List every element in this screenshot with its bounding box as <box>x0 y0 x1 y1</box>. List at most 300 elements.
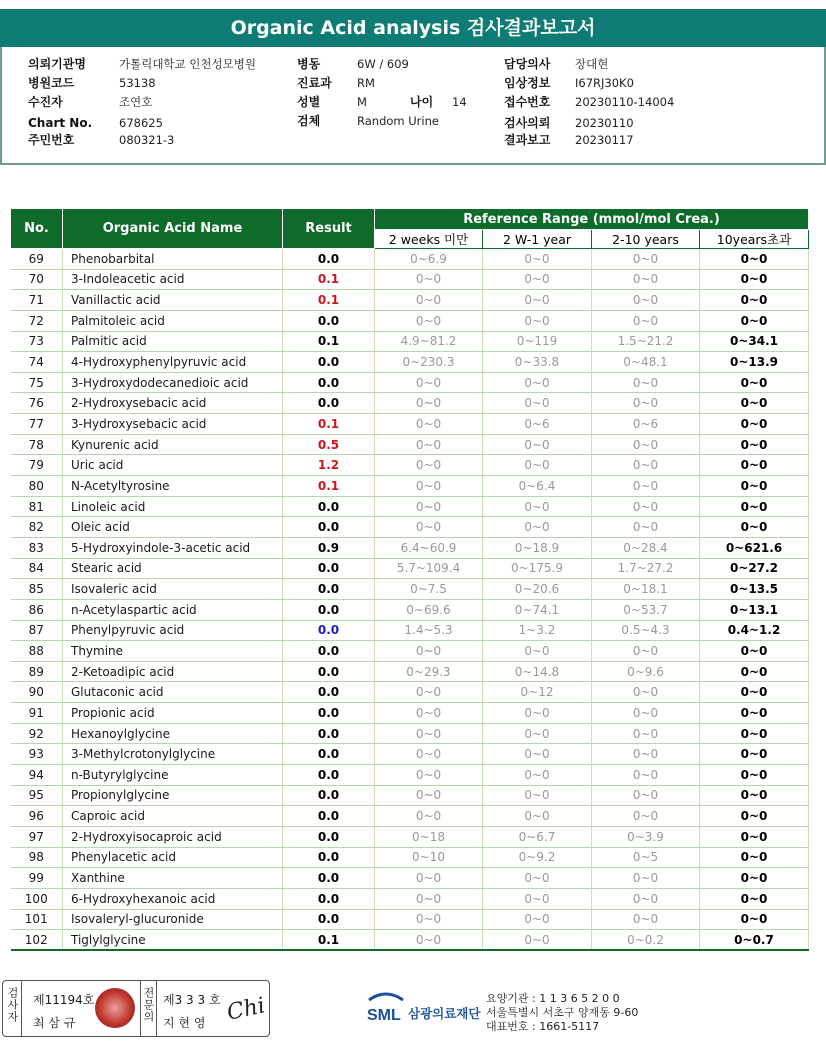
cell-ref-2weeks: 0~0 <box>375 806 483 827</box>
cell-ref-2w-1y: 0~33.8 <box>483 352 592 373</box>
divider <box>140 981 141 1036</box>
table-row <box>11 517 809 538</box>
organization-name: 삼광의료재단 <box>408 1006 481 1021</box>
cell-ref-2w-1y: 0~0 <box>483 393 592 414</box>
cell-ref-10y-plus: 0~0 <box>700 868 809 889</box>
cell-ref-2weeks: 0~18 <box>375 826 483 847</box>
cell-ref-10y-plus: 0~0 <box>700 372 809 393</box>
cell-ref-2weeks: 0~0 <box>375 290 483 311</box>
clinical-info-value: I67RJ30K0 <box>575 76 634 90</box>
table-row <box>11 806 809 827</box>
cell-ref-2w-1y: 0~175.9 <box>483 558 592 579</box>
cell-acid-name: Isovaleryl-glucuronide <box>63 909 283 930</box>
cell-ref-10y-plus: 0~0 <box>700 888 809 909</box>
cell-result: 0.0 <box>283 765 375 786</box>
cell-ref-2w-1y: 0~0 <box>483 249 592 270</box>
cell-acid-name: 5-Hydroxyindole-3-acetic acid <box>63 537 283 558</box>
cell-no: 95 <box>11 785 63 806</box>
cell-ref-2-10y: 0~0 <box>592 682 700 703</box>
cell-ref-2weeks: 1.4~5.3 <box>375 620 483 641</box>
cell-ref-2weeks: 0~29.3 <box>375 661 483 682</box>
cell-result: 0.0 <box>283 868 375 889</box>
cell-ref-2weeks: 5.7~109.4 <box>375 558 483 579</box>
cell-ref-2w-1y: 0~0 <box>483 496 592 517</box>
results-table-body <box>11 249 809 951</box>
cell-no: 99 <box>11 868 63 889</box>
cell-ref-10y-plus: 0~0 <box>700 723 809 744</box>
col-header-reference-range: Reference Range (mmol/mol Crea.) <box>375 209 809 230</box>
cell-ref-2weeks: 0~0 <box>375 909 483 930</box>
table-row <box>11 414 809 435</box>
cell-no: 80 <box>11 476 63 497</box>
divider <box>156 981 157 1036</box>
cell-result: 0.0 <box>283 517 375 538</box>
cell-result: 0.5 <box>283 434 375 455</box>
ward-label: 병동 <box>297 57 321 71</box>
cell-ref-2w-1y: 0~0 <box>483 723 592 744</box>
cell-ref-2-10y: 0~0 <box>592 723 700 744</box>
cell-ref-10y-plus: 0~0 <box>700 682 809 703</box>
cell-result: 0.0 <box>283 249 375 270</box>
cell-ref-2w-1y: 0~0 <box>483 888 592 909</box>
cell-ref-2-10y: 0~0 <box>592 393 700 414</box>
cell-ref-2weeks: 0~69.6 <box>375 599 483 620</box>
cell-acid-name: Linoleic acid <box>63 496 283 517</box>
cell-ref-2-10y: 0~6 <box>592 414 700 435</box>
table-row <box>11 496 809 517</box>
cell-result: 0.0 <box>283 496 375 517</box>
cell-no: 78 <box>11 434 63 455</box>
cell-result: 0.1 <box>283 476 375 497</box>
table-row <box>11 310 809 331</box>
cell-ref-10y-plus: 0~0 <box>700 661 809 682</box>
specimen-value: Random Urine <box>357 114 439 128</box>
table-row <box>11 537 809 558</box>
cell-result: 0.0 <box>283 888 375 909</box>
cell-ref-2-10y: 0~28.4 <box>592 537 700 558</box>
cell-ref-2-10y: 1.5~21.2 <box>592 331 700 352</box>
examiner-number: 제11194호 <box>33 993 95 1007</box>
sml-logo-icon <box>366 990 406 1034</box>
cell-ref-2weeks: 0~0 <box>375 703 483 724</box>
table-row <box>11 476 809 497</box>
table-row <box>11 826 809 847</box>
cell-no: 85 <box>11 579 63 600</box>
cell-ref-2weeks: 0~0 <box>375 496 483 517</box>
cell-ref-10y-plus: 0.4~1.2 <box>700 620 809 641</box>
cell-ref-10y-plus: 0~0 <box>700 826 809 847</box>
cell-ref-10y-plus: 0~0 <box>700 310 809 331</box>
cell-ref-2weeks: 0~230.3 <box>375 352 483 373</box>
cell-acid-name: Palmitoleic acid <box>63 310 283 331</box>
col-header-ref-2-10y: 2-10 years <box>592 230 700 249</box>
cell-acid-name: 2-Hydroxysebacic acid <box>63 393 283 414</box>
table-row <box>11 434 809 455</box>
cell-ref-2-10y: 0~0 <box>592 476 700 497</box>
cell-result: 0.9 <box>283 537 375 558</box>
cell-ref-2w-1y: 0~0 <box>483 785 592 806</box>
official-seal-icon <box>95 988 135 1028</box>
report-title: Organic Acid analysis 검사결과보고서 <box>0 9 826 47</box>
col-header-result: Result <box>283 209 375 249</box>
cell-no: 71 <box>11 290 63 311</box>
cell-ref-2-10y: 0.5~4.3 <box>592 620 700 641</box>
cell-ref-2w-1y: 0~0 <box>483 868 592 889</box>
cell-no: 101 <box>11 909 63 930</box>
cell-ref-2-10y: 0~0 <box>592 785 700 806</box>
cell-ref-2w-1y: 0~14.8 <box>483 661 592 682</box>
cell-ref-2-10y: 0~0 <box>592 517 700 538</box>
cell-ref-2w-1y: 0~6.4 <box>483 476 592 497</box>
examiner-name: 최 삼 규 <box>33 1016 76 1030</box>
cell-ref-2weeks: 0~0 <box>375 744 483 765</box>
cell-ref-2weeks: 0~0 <box>375 393 483 414</box>
cell-result: 0.0 <box>283 744 375 765</box>
cell-ref-2w-1y: 0~0 <box>483 310 592 331</box>
requesting-institution-label: 의뢰기관명 <box>28 57 86 71</box>
cell-ref-2weeks: 0~0 <box>375 888 483 909</box>
cell-ref-2w-1y: 0~0 <box>483 372 592 393</box>
cell-ref-2w-1y: 0~6.7 <box>483 826 592 847</box>
cell-acid-name: Thymine <box>63 641 283 662</box>
cell-ref-10y-plus: 0~0 <box>700 703 809 724</box>
cell-acid-name: 3-Hydroxysebacic acid <box>63 414 283 435</box>
receipt-no-label: 접수번호 <box>504 95 551 109</box>
cell-ref-2weeks: 0~0 <box>375 868 483 889</box>
table-row <box>11 249 809 270</box>
table-row <box>11 599 809 620</box>
cell-ref-2w-1y: 0~18.9 <box>483 537 592 558</box>
col-header-name: Organic Acid Name <box>63 209 283 249</box>
cell-ref-10y-plus: 0~27.2 <box>700 558 809 579</box>
cell-ref-2w-1y: 0~0 <box>483 290 592 311</box>
cell-no: 93 <box>11 744 63 765</box>
cell-ref-2w-1y: 0~0 <box>483 930 592 951</box>
cell-result: 1.2 <box>283 455 375 476</box>
cell-ref-2-10y: 0~0 <box>592 249 700 270</box>
table-row <box>11 723 809 744</box>
doctor-value: 장대현 <box>575 57 609 71</box>
cell-ref-2-10y: 0~0 <box>592 496 700 517</box>
table-row <box>11 661 809 682</box>
cell-ref-2weeks: 0~0 <box>375 785 483 806</box>
results-table <box>10 208 809 951</box>
col-header-ref-10y-plus: 10years초과 <box>700 230 809 249</box>
cell-result: 0.0 <box>283 641 375 662</box>
cell-no: 97 <box>11 826 63 847</box>
cell-ref-2w-1y: 0~6 <box>483 414 592 435</box>
organization-address: 서울특별시 서초구 양재동 9-60 <box>486 1006 639 1019</box>
cell-acid-name: N-Acetyltyrosine <box>63 476 283 497</box>
cell-ref-2-10y: 0~0 <box>592 455 700 476</box>
table-row <box>11 352 809 373</box>
cell-acid-name: Kynurenic acid <box>63 434 283 455</box>
requesting-institution-value: 가톨릭대학교 인천성모병원 <box>119 57 256 71</box>
age-label: 나이 <box>410 95 434 109</box>
col-header-ref-2weeks: 2 weeks 미만 <box>375 230 483 249</box>
cell-ref-2w-1y: 0~0 <box>483 455 592 476</box>
cell-ref-2w-1y: 0~0 <box>483 703 592 724</box>
table-row <box>11 744 809 765</box>
cell-ref-2w-1y: 0~74.1 <box>483 599 592 620</box>
cell-ref-2-10y: 0~0 <box>592 806 700 827</box>
cell-ref-10y-plus: 0~0 <box>700 517 809 538</box>
cell-acid-name: Phenylpyruvic acid <box>63 620 283 641</box>
cell-ref-2weeks: 0~0 <box>375 372 483 393</box>
cell-result: 0.1 <box>283 331 375 352</box>
cell-result: 0.0 <box>283 785 375 806</box>
cell-ref-2weeks: 0~0 <box>375 723 483 744</box>
cell-ref-2-10y: 0~0 <box>592 310 700 331</box>
sml-logo-text: SML <box>367 1007 401 1024</box>
cell-ref-2w-1y: 1~3.2 <box>483 620 592 641</box>
cell-ref-2w-1y: 0~0 <box>483 269 592 290</box>
supervisor-label-text: 전문의 <box>142 987 155 1023</box>
cell-no: 87 <box>11 620 63 641</box>
cell-ref-2weeks: 0~0 <box>375 269 483 290</box>
doctor-label: 담당의사 <box>504 57 551 71</box>
cell-result: 0.1 <box>283 414 375 435</box>
cell-acid-name: Propionylglycine <box>63 785 283 806</box>
cell-ref-10y-plus: 0~0 <box>700 434 809 455</box>
cell-acid-name: 6-Hydroxyhexanoic acid <box>63 888 283 909</box>
chart-no-label: Chart No. <box>28 116 93 130</box>
cell-ref-2weeks: 0~0 <box>375 310 483 331</box>
table-row <box>11 558 809 579</box>
cell-ref-10y-plus: 0~0 <box>700 806 809 827</box>
cell-acid-name: n-Butyrylglycine <box>63 765 283 786</box>
department-label: 진료과 <box>297 76 332 90</box>
cell-no: 100 <box>11 888 63 909</box>
cell-result: 0.1 <box>283 290 375 311</box>
cell-ref-2w-1y: 0~0 <box>483 765 592 786</box>
table-row <box>11 455 809 476</box>
cell-no: 77 <box>11 414 63 435</box>
cell-acid-name: Hexanoylglycine <box>63 723 283 744</box>
cell-ref-10y-plus: 0~0 <box>700 249 809 270</box>
table-row <box>11 393 809 414</box>
cell-acid-name: 2-Hydroxyisocaproic acid <box>63 826 283 847</box>
cell-ref-2-10y: 1.7~27.2 <box>592 558 700 579</box>
cell-ref-2w-1y: 0~12 <box>483 682 592 703</box>
cell-acid-name: n-Acetylaspartic acid <box>63 599 283 620</box>
department-value: RM <box>357 76 375 90</box>
clinical-info-label: 임상정보 <box>504 76 551 90</box>
cell-ref-10y-plus: 0~0.7 <box>700 930 809 951</box>
cell-no: 72 <box>11 310 63 331</box>
cell-no: 98 <box>11 847 63 868</box>
hospital-code-value: 53138 <box>119 76 156 90</box>
cell-acid-name: Propionic acid <box>63 703 283 724</box>
cell-ref-10y-plus: 0~0 <box>700 290 809 311</box>
cell-ref-2w-1y: 0~0 <box>483 744 592 765</box>
cell-ref-2weeks: 6.4~60.9 <box>375 537 483 558</box>
cell-result: 0.0 <box>283 661 375 682</box>
cell-ref-2-10y: 0~0 <box>592 765 700 786</box>
cell-acid-name: 2-Ketoadipic acid <box>63 661 283 682</box>
cell-ref-10y-plus: 0~0 <box>700 455 809 476</box>
sex-value: M <box>357 95 367 109</box>
divider <box>21 981 22 1036</box>
test-request-label: 검사의뢰 <box>504 116 551 130</box>
table-row <box>11 888 809 909</box>
cell-ref-2weeks: 4.9~81.2 <box>375 331 483 352</box>
cell-ref-2-10y: 0~0 <box>592 434 700 455</box>
cell-no: 73 <box>11 331 63 352</box>
collector-label: 수진자 <box>28 95 63 109</box>
cell-result: 0.0 <box>283 558 375 579</box>
cell-acid-name: Stearic acid <box>63 558 283 579</box>
cell-ref-10y-plus: 0~621.6 <box>700 537 809 558</box>
age-value: 14 <box>452 95 467 109</box>
supervisor-name: 지 현 영 <box>163 1016 206 1030</box>
table-row <box>11 290 809 311</box>
cell-ref-2w-1y: 0~0 <box>483 434 592 455</box>
cell-no: 81 <box>11 496 63 517</box>
cell-ref-2w-1y: 0~20.6 <box>483 579 592 600</box>
table-row <box>11 930 809 951</box>
cell-ref-2weeks: 0~0 <box>375 455 483 476</box>
cell-ref-10y-plus: 0~13.5 <box>700 579 809 600</box>
cell-ref-10y-plus: 0~0 <box>700 496 809 517</box>
cell-ref-2weeks: 0~0 <box>375 682 483 703</box>
table-row <box>11 868 809 889</box>
ward-value: 6W / 609 <box>357 57 409 71</box>
cell-acid-name: Phenobarbital <box>63 249 283 270</box>
cell-ref-10y-plus: 0~34.1 <box>700 331 809 352</box>
cell-result: 0.0 <box>283 352 375 373</box>
cell-ref-10y-plus: 0~0 <box>700 744 809 765</box>
cell-no: 74 <box>11 352 63 373</box>
cell-ref-2-10y: 0~0 <box>592 703 700 724</box>
table-row <box>11 579 809 600</box>
cell-ref-2weeks: 0~0 <box>375 930 483 951</box>
examiner-label-text: 검사자 <box>6 987 19 1023</box>
cell-ref-2weeks: 0~10 <box>375 847 483 868</box>
cell-ref-2weeks: 0~0 <box>375 765 483 786</box>
cell-ref-2-10y: 0~0.2 <box>592 930 700 951</box>
table-row <box>11 372 809 393</box>
cell-ref-2-10y: 0~0 <box>592 290 700 311</box>
cell-no: 89 <box>11 661 63 682</box>
cell-ref-2-10y: 0~0 <box>592 269 700 290</box>
cell-ref-2w-1y: 0~0 <box>483 806 592 827</box>
cell-result: 0.0 <box>283 599 375 620</box>
cell-result: 0.0 <box>283 620 375 641</box>
cell-result: 0.1 <box>283 269 375 290</box>
cell-no: 79 <box>11 455 63 476</box>
cell-ref-10y-plus: 0~0 <box>700 785 809 806</box>
cell-ref-2weeks: 0~0 <box>375 414 483 435</box>
cell-acid-name: Xanthine <box>63 868 283 889</box>
hospital-code-label: 병원코드 <box>28 76 75 90</box>
sex-label: 성별 <box>297 95 321 109</box>
cell-no: 82 <box>11 517 63 538</box>
cell-result: 0.0 <box>283 310 375 331</box>
cell-ref-2-10y: 0~53.7 <box>592 599 700 620</box>
organization-phone: 대표번호 : 1661-5117 <box>486 1020 600 1033</box>
cell-result: 0.0 <box>283 806 375 827</box>
supervisor-number: 제3 3 3 호 <box>163 993 221 1007</box>
table-row <box>11 703 809 724</box>
col-header-no: No. <box>11 209 63 249</box>
cell-ref-2-10y: 0~9.6 <box>592 661 700 682</box>
table-row <box>11 331 809 352</box>
table-row <box>11 269 809 290</box>
cell-result: 0.0 <box>283 682 375 703</box>
cell-result: 0.0 <box>283 579 375 600</box>
cell-acid-name: 4-Hydroxyphenylpyruvic acid <box>63 352 283 373</box>
cell-ref-10y-plus: 0~0 <box>700 269 809 290</box>
cell-acid-name: Oleic acid <box>63 517 283 538</box>
cell-result: 0.0 <box>283 847 375 868</box>
resident-no-value: 080321-3 <box>119 133 175 147</box>
cell-acid-name: Vanillactic acid <box>63 290 283 311</box>
cell-no: 69 <box>11 249 63 270</box>
cell-no: 88 <box>11 641 63 662</box>
cell-ref-2w-1y: 0~0 <box>483 909 592 930</box>
cell-ref-10y-plus: 0~0 <box>700 414 809 435</box>
cell-result: 0.0 <box>283 372 375 393</box>
table-row <box>11 909 809 930</box>
signature-icon: Chi <box>224 993 268 1026</box>
resident-no-label: 주민번호 <box>28 133 75 147</box>
cell-result: 0.0 <box>283 723 375 744</box>
cell-acid-name: Isovaleric acid <box>63 579 283 600</box>
chart-no-value: 678625 <box>119 116 163 130</box>
cell-ref-2-10y: 0~0 <box>592 744 700 765</box>
cell-ref-2weeks: 0~6.9 <box>375 249 483 270</box>
cell-ref-2w-1y: 0~9.2 <box>483 847 592 868</box>
cell-acid-name: 3-Hydroxydodecanedioic acid <box>63 372 283 393</box>
cell-ref-2weeks: 0~0 <box>375 434 483 455</box>
cell-no: 91 <box>11 703 63 724</box>
cell-ref-2-10y: 0~3.9 <box>592 826 700 847</box>
cell-ref-10y-plus: 0~13.9 <box>700 352 809 373</box>
col-header-ref-2w-1y: 2 W-1 year <box>483 230 592 249</box>
cell-acid-name: Palmitic acid <box>63 331 283 352</box>
specimen-label: 검체 <box>297 114 321 128</box>
cell-ref-10y-plus: 0~0 <box>700 765 809 786</box>
table-row <box>11 785 809 806</box>
table-row <box>11 620 809 641</box>
cell-result: 0.0 <box>283 393 375 414</box>
cell-acid-name: Uric acid <box>63 455 283 476</box>
table-row <box>11 765 809 786</box>
cell-no: 96 <box>11 806 63 827</box>
cell-ref-10y-plus: 0~0 <box>700 847 809 868</box>
cell-ref-2-10y: 0~48.1 <box>592 352 700 373</box>
cell-result: 0.0 <box>283 703 375 724</box>
table-row <box>11 682 809 703</box>
cell-ref-10y-plus: 0~0 <box>700 393 809 414</box>
cell-result: 0.0 <box>283 909 375 930</box>
cell-acid-name: 3-Methylcrotonylglycine <box>63 744 283 765</box>
cell-ref-10y-plus: 0~13.1 <box>700 599 809 620</box>
cell-ref-2weeks: 0~0 <box>375 517 483 538</box>
cell-ref-2-10y: 0~5 <box>592 847 700 868</box>
cell-ref-2-10y: 0~0 <box>592 641 700 662</box>
cell-no: 76 <box>11 393 63 414</box>
signature-box <box>2 980 270 1037</box>
organization-code: 요양기관 : 1 1 3 6 5 2 0 0 <box>486 992 620 1005</box>
cell-ref-2w-1y: 0~0 <box>483 517 592 538</box>
cell-no: 102 <box>11 930 63 951</box>
cell-no: 86 <box>11 599 63 620</box>
cell-acid-name: 3-Indoleacetic acid <box>63 269 283 290</box>
cell-no: 84 <box>11 558 63 579</box>
cell-result: 0.1 <box>283 930 375 951</box>
